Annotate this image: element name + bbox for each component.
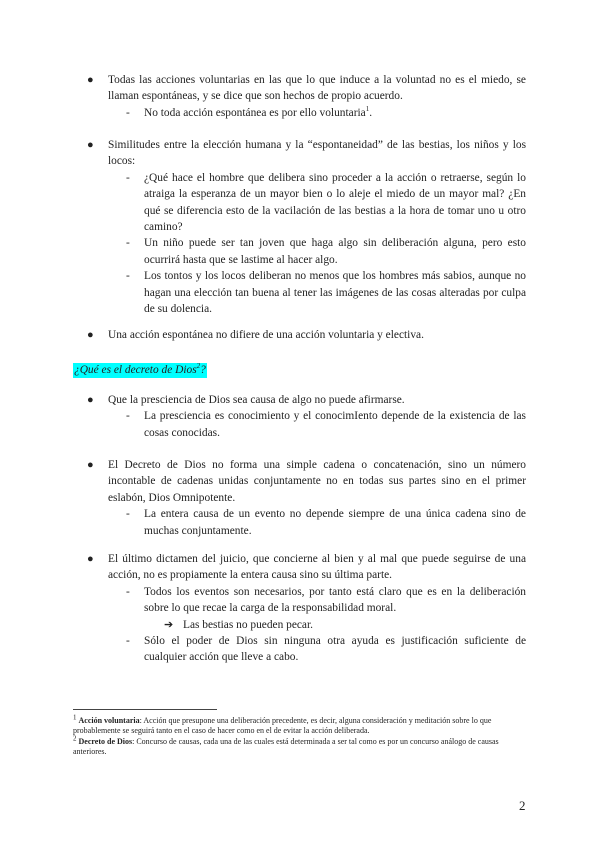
sub-item-text: La entera causa de un evento no depende siempre de una única cadena sino de muchas conjuntamente.: [144, 508, 526, 537]
dash-mark: -: [126, 410, 130, 423]
bullet-item: [80, 457, 526, 506]
footnote: [73, 713, 513, 737]
section-1-b2: [80, 137, 526, 317]
bullet-item: [80, 72, 526, 105]
sub-item-text: Los tontos y los locos deliberan no menos que los hombres más sabios, aunque no hagan una elección tan buena al tener las imágenes de las cosas alteradas por culpa de su dolencia.: [144, 270, 526, 316]
section-1: [80, 72, 526, 121]
arrow-item: [80, 617, 526, 633]
sub-item: [80, 584, 526, 617]
footnotes: [73, 713, 513, 758]
bullet-text: El Decreto de Dios no forma una simple cadena o concatenación, sino un número incontable de cadenas unidas conjuntamente no en todas sus partes sino en el primer eslabón, Dios Omnipotente.: [108, 459, 526, 504]
footnote-term: Decreto de Dios: [78, 736, 133, 746]
dash-mark: -: [126, 171, 130, 184]
dash-mark: -: [126, 508, 130, 521]
sub-item-text: La presciencia es conocimiento y el conocimIento depende de la existencia de las cosas conocidas.: [144, 410, 526, 439]
footnote-ref[interactable]: 2: [196, 362, 201, 371]
sub-item: [80, 235, 526, 268]
footnote-text: : Acción que presupone una deliberación precedente, es decir, alguna consideración y meditación sobre lo que probablemente se seguirá tanto en el caso de hacer como en el de evitar la acción deliberada.: [73, 716, 492, 736]
bullet-dot: ●: [87, 553, 94, 565]
sub-item-text: No toda acción espontánea es por ello voluntaria: [144, 106, 366, 119]
section-2-b3: [80, 551, 526, 666]
footnote-ref[interactable]: 1: [365, 105, 370, 114]
bullet-item: [80, 551, 526, 584]
sub-item-text: Todos los eventos son necesarios, por tanto está claro que es en la deliberación sobre lo que recae la carga de la responsabilidad moral.: [144, 585, 526, 615]
footnote-text: : Concurso de causas, cada una de las cuales está determinada a ser tal como es por un concurso análogo de causas anteriores.: [73, 736, 499, 757]
arrow-icon: ➔: [164, 618, 174, 631]
bullet-text: Una acción espontánea no difiere de una acción voluntaria y electiva.: [108, 329, 424, 341]
bullet-text: Todas las acciones voluntarias en las que lo que induce a la voluntad no es el miedo, se llaman espontáneas, y se dice que son hechos de propio acuerdo.: [108, 74, 526, 103]
arrow-item-text: Las bestias no pueden pecar.: [183, 618, 313, 631]
footnote-term: Acción voluntaria: [78, 716, 140, 725]
footnote-number: 1: [73, 713, 77, 722]
bullet-dot: ●: [87, 459, 94, 471]
section-1-b3: [80, 327, 526, 343]
heading-after: ?: [200, 364, 206, 376]
sub-item-text: Un niño puede ser tan joven que haga algo sin deliberación alguna, pero esto ocurrirá hasta que se lastime al hacer algo.: [144, 237, 526, 266]
footnote-number: 2: [73, 734, 77, 743]
footnote-divider: [73, 709, 217, 710]
dash-mark: -: [126, 635, 130, 648]
bullet-dot: ●: [87, 394, 94, 406]
dash-mark: -: [126, 585, 130, 598]
page-number: 2: [519, 798, 526, 813]
sub-item-text: ¿Qué hace el hombre que delibera sino proceder a la acción o retraerse, según lo atraiga la esperanza de un mayor bien o lo aleje el miedo de un mayor mal? ¿En qué se diferencia esto de la vacilación de las bestias a la hora de tomar uno u otro camino?: [144, 171, 526, 234]
sub-item: [80, 408, 526, 441]
sub-item-text: Sólo el poder de Dios sin ninguna otra ayuda es justificación suficiente de cualquier acción que lleve a cabo.: [144, 635, 526, 664]
bullet-dot: ●: [87, 329, 94, 341]
dash-mark: -: [126, 237, 130, 250]
sub-item: [80, 633, 526, 666]
sub-item-after: .: [369, 106, 373, 119]
bullet-dot: ●: [87, 139, 94, 151]
bullet-item: [80, 327, 526, 343]
section-heading: [73, 363, 207, 378]
sub-item: [80, 506, 526, 539]
bullet-text: Similitudes entre la elección humana y la “espontaneidad” de las bestias, los niños y los locos:: [108, 139, 526, 168]
bullet-text: El último dictamen del juicio, que concierne al bien y al mal que puede seguirse de una acción, no es propiamente la entera causa sino su última parte.: [108, 553, 526, 582]
dash-mark: -: [126, 270, 130, 283]
heading-text: ¿Qué es el decreto de Dios: [74, 364, 197, 376]
bullet-item: [80, 137, 526, 170]
footnote: [73, 734, 513, 758]
sub-item: [80, 268, 526, 317]
sub-item: [80, 105, 526, 121]
section-2-b2: [80, 457, 526, 539]
dash-mark: -: [126, 106, 130, 119]
bullet-text: Que la presciencia de Dios sea causa de algo no puede afirmarse.: [108, 394, 405, 406]
bullet-dot: ●: [87, 74, 94, 86]
bullet-item: [80, 392, 526, 408]
sub-item: [80, 170, 526, 236]
section-2-b1: [80, 392, 526, 441]
